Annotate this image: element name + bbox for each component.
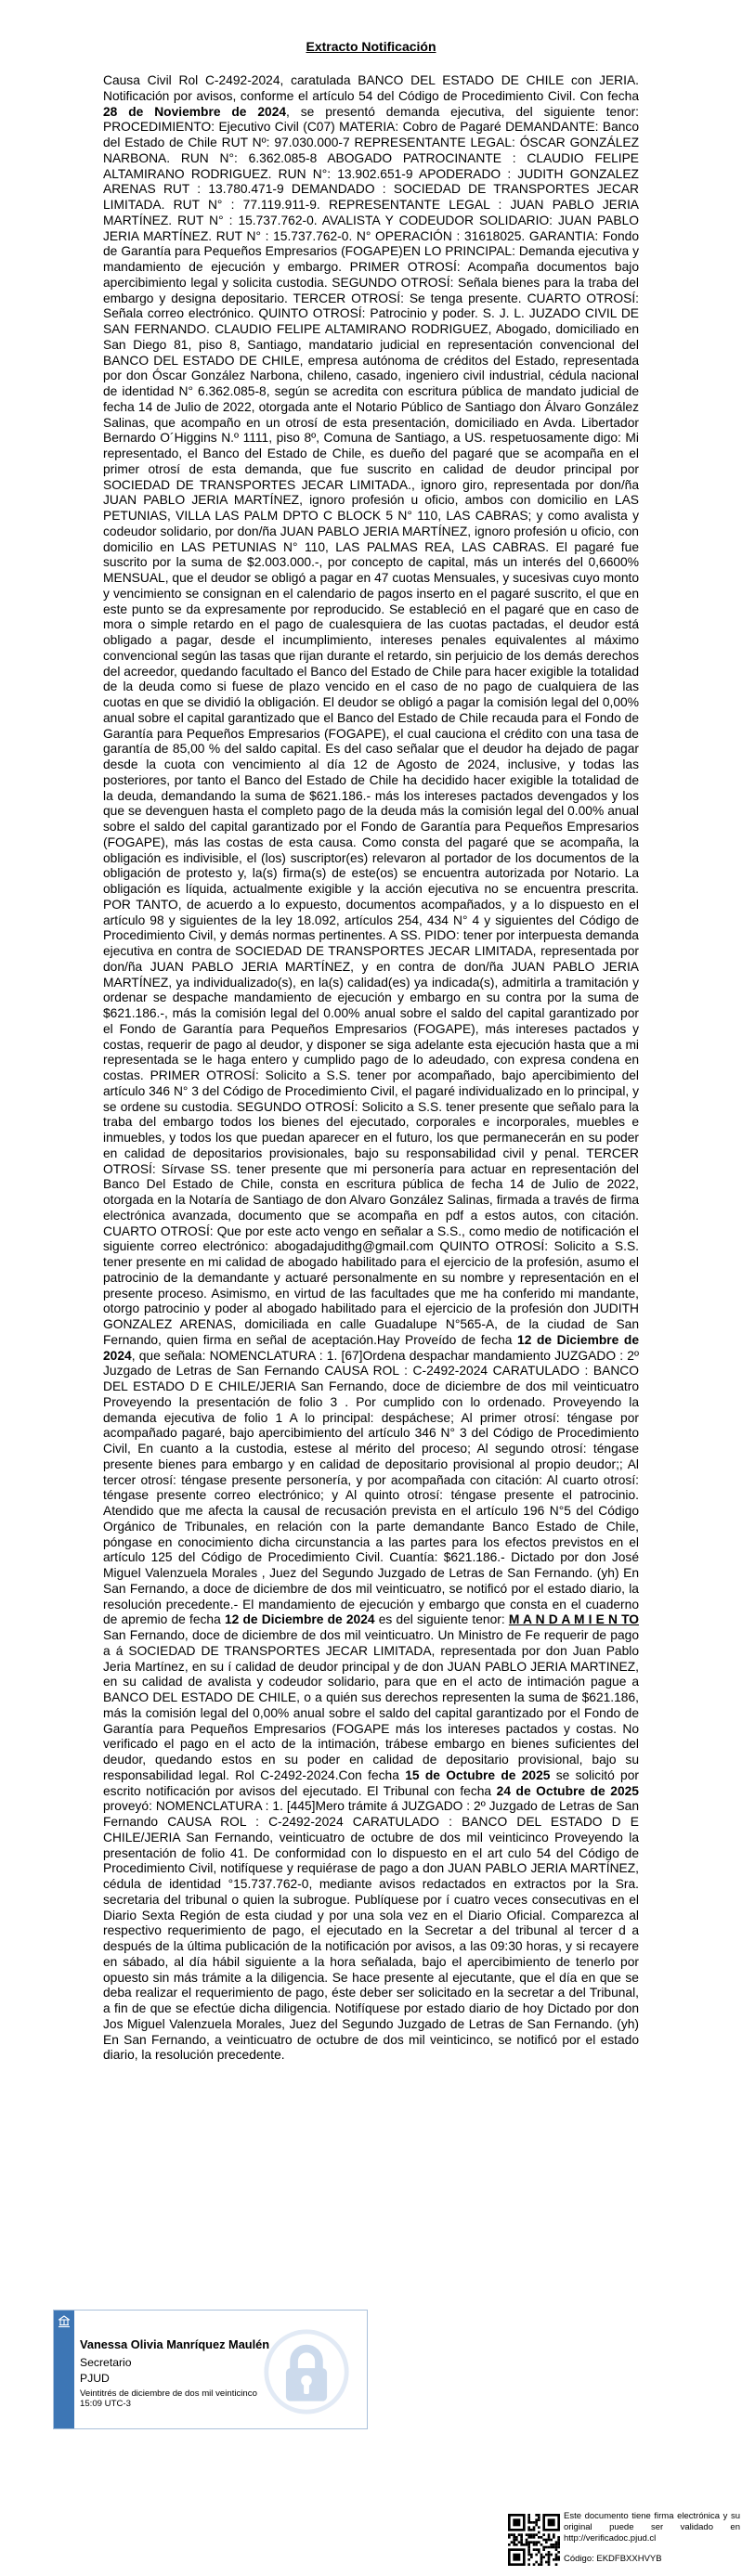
signature-time: 15:09 UTC-3 [80, 2399, 131, 2409]
body-segment: M A N D A M I E N TO [508, 1612, 639, 1627]
signature-bar [54, 2311, 74, 2428]
signer-role: Secretario [80, 2356, 132, 2369]
lock-icon [262, 2327, 351, 2416]
body-segment: Causa Civil Rol C-2492-2024, caratulada BANCO DEL ESTADO DE CHILE con JERIA. Notificación por avisos, conforme el artículo 54 del Código de Procedimiento Civil. Con fecha [103, 73, 639, 103]
body-segment: proveyó: NOMENCLATURA : 1. [445]Mero trámite á JUZGADO : 2º Juzgado de Letras de San Fernando CAUSA ROL : C-2492-2024 CARATULADO : BANCO DEL ESTADO D E CHILE/JERIA San Fernando, veinticuatro de octubre de dos mil veinticinco Proveyendo la presentación de folio 41. De conformidad con lo dispuesto en el art culo 54 del Código de Procedimiento Civil, notifíquese y requiérase de pago a don JUAN PABLO JERIA MARTÍNEZ, cédula de identidad °15.737.762-0, mediante avisos redactados en extractos por la Sra. secretaria del tribunal o quien la subrogue. Publíquese por í cuatro veces consecutivas en el Diario Sexta Región de esta ciudad y por una sola vez en el Diario Oficial. Comparezca al respectivo requerimiento de pago, el ejecutado en la Secretar a del tribunal al tercer d a después de la última publicación de la notificación por avisos, a las 09:30 horas, y si recayere en sábado, al día hábil siguiente a la hora señalada, bajo el apercibimiento de tenerlo por opuesto sin más trámite a la diligencia. Se hace presente al ejecutante, que el día en que se deba realizar el requerimiento de pago, éste deber ser solicitado en la secretar a del Tribunal, a fin de que se efectúe dicha diligencia. Notifíquese por estado diario de hoy Dictado por don Jos Miguel Valenzuela Morales, Juez del Segundo Juzgado de Letras de San Fernando. (yh) En San Fernando, a veinticuatro de octubre de dos mil veinticinco, se notificó por el estado diario, la resolución precedente. [103, 1799, 639, 2063]
signature-date: Veintitrés de diciembre de dos mil veinticinco [80, 2388, 257, 2399]
courthouse-icon [57, 2314, 72, 2334]
body-segment: , que señala: NOMENCLATURA : 1. [67]Ordena despachar mandamiento JUZGADO : 2º Juzgado de Letras de San Fernando CAUSA ROL : C-2492-2024 CARATULADO : BANCO DEL ESTADO D E CHILE/JERIA San Fernando, doce de diciembre de dos mil veinticuatro Proveyendo la presentación de folio 3 . Por cumplido con lo ordenado. Proveyendo la demanda ejecutiva de folio 1 A lo principal: despáchese; Al primer otrosí: téngase por acompañado pagaré, bajo apercibimiento del artículo 346 N° 3 del Código de Procedimiento Civil, En cuanto a la custodia, estese al mérito del proceso; Al segundo otrosí: téngase presente bienes para embargo y en calidad de depositario provisional al propio deudor;; Al tercer otrosí: téngase presente personería, y por acompañada con citación: Al cuarto otrosí: téngase presente correo electrónico; y Al quinto otrosí: téngase presente el patrocinio. Atendido que me afecta la causal de recusación prevista en el artículo 196 N°5 del Código Orgánico de Tribunales, en relación con la parte demandante Banco Estado de Chile, póngase en conocimiento dicha circunstancia a las partes para los efectos previstos en el artículo 125 del Código de Procedimiento Civil. Cuantía: $621.186.- Dictado por don José Miguel Valenzuela Morales , Juez del Segundo Juzgado de Letras de San Fernando. (yh) En San Fernando, a doce de diciembre de dos mil veinticuatro, se notificó por el estado diario, la resolución precedente.- El mandamiento de ejecución y embargo que consta en el cuaderno de apremio de fecha [103, 1348, 639, 1627]
body-segment: 12 de Diciembre de 2024 [103, 1332, 639, 1363]
body-segment: es del siguiente tenor: [374, 1612, 509, 1627]
body-segment: San Fernando, doce de diciembre de dos mil veinticuatro. Un Ministro de Fe requerir de pago a á SOCIEDAD DE TRANSPORTES JECAR LIMITADA, representada por don Juan Pablo Jeria Martínez, en su í calidad de deudor principal y de don JUAN PABLO JERIA MARTINEZ, en su calidad de avalista y codeudor solidario, para que en el acto de intimación pague a BANCO DEL ESTADO DE CHILE, o a quién sus derechos representen la suma de $621.186, más la comisión legal del 0,00% anual sobre el saldo del capital garantizado por el Fondo de Garantía para Pequeños Empresarios (FOGAPE más los intereses pactados y costas. No verificado el pago en el acto de la intimación, trábese embargo en bienes suficientes del deudor, quedando estos en su poder en calidad de depositario provisional, bajo su responsabilidad legal. Rol C-2492-2024.Con fecha [103, 1628, 639, 1782]
body-text [103, 73, 639, 2298]
footer-notice: Este documento tiene firma electrónica y su original puede ser validado en http://verificadoc.pjud.cl [564, 2511, 740, 2544]
body-segment: se solicitó por escrito notificación por avisos del ejecutado. El Tribunal con fecha [103, 1767, 639, 1798]
footer-code: Código: EKDFBXXHVYB [564, 2554, 662, 2564]
body-segment: 24 de Octubre de 2025 [496, 1783, 639, 1798]
body-segment: 15 de Octubre de 2025 [405, 1767, 551, 1782]
signer-organization: PJUD [80, 2372, 110, 2385]
document-title: Extracto Notificación [306, 39, 436, 54]
signature-card [53, 2310, 368, 2429]
signer-name: Vanessa Olivia Manríquez Maulén [80, 2337, 270, 2351]
qr-code [508, 2514, 560, 2566]
body-segment: 12 de Diciembre de 2024 [224, 1612, 375, 1627]
body-segment: , se presentó demanda ejecutiva, del siguiente tenor: PROCEDIMIENTO: Ejecutivo Civil (C07) MATERIA: Cobro de Pagaré DEMANDANTE: Banco del Estado de Chile RUT Nº: 97.030.000-7 REPRESENTANTE LEGAL: ÓSCAR GONZÁLEZ NARBONA. RUN N°: 6.362.085-8 ABOGADO PATROCINANTE : CLAUDIO FELIPE ALTAMIRANO RODRIGUEZ. RUN N°: 13.902.651-9 APODERADO : JUDITH GONZALEZ ARENAS RUT : 13.780.471-9 DEMANDADO : SOCIEDAD DE TRANSPORTES JECAR LIMITADA. RUT N° : 77.119.911-9. REPRESENTANTE LEGAL : JUAN PABLO JERIA MARTÍNEZ. RUT N° : 15.737.762-0. AVALISTA Y CODEUDOR SOLIDARIO: JUAN PABLO JERIA MARTÍNEZ. RUT N° : 15.737.762-0. N° OPERACIÓN : 31618025. GARANTIA: Fondo de Garantía para Pequeños Empresarios (FOGAPE)EN LO PRINCIPAL: Demanda ejecutiva y mandamiento de ejecución y embargo. PRIMER OTROSÍ: Acompaña documentos bajo apercibimiento legal y solicita custodia. SEGUNDO OTROSÍ: Señala bienes para la traba del embargo y designa depositario. TERCER OTROSÍ: Se tenga presente. CUARTO OTROSÍ: Señala correo electrónico. QUINTO OTROSÍ: Patrocinio y poder. S. J. L. JUZADO CIVIL DE SAN FERNANDO. CLAUDIO FELIPE ALTAMIRANO RODRIGUEZ, Abogado, domiciliado en San Diego 81, piso 8, Santiago, mandatario judicial en representación convencional del BANCO DEL ESTADO DE CHILE, empresa autónoma de créditos del Estado, representada por don Óscar González Narbona, chileno, casado, ingeniero civil industrial, cédula nacional de identidad N° 6.362.085-8, según se acredita con escritura pública de mandato judicial de fecha 14 de Julio de 2022, otorgada ante el Notario Público de Santiago don Álvaro González Salinas, que acompaño en un otrosí de esta presentación, domiciliado en Avda. Libertador Bernardo O´Higgins N.º 1111, piso 8º, Comuna de Santiago, a US. respetuosamente digo: Mi representado, el Banco del Estado de Chile, es dueño del pagaré que se acompaña en el primer otrosí de esta demanda, que fue suscrito en calidad de deudor principal por SOCIEDAD DE TRANSPORTES JECAR LIMITADA., ignoro giro, representada por don/ña JUAN PABLO JERIA MARTÍNEZ, ignoro profesión u oficio, ambos con domicilio en LAS PETUNIAS, VILLA LAS PALM DPTO C BLOCK 5 N° 110, LAS CABRAS; y como avalista y codeudor solidario, por don/ña JUAN PABLO JERIA MARTÍNEZ, ignoro profesión u oficio, con domicilio en LAS PETUNIAS N° 110, LAS PALMAS REA, LAS CABRAS. El pagaré fue suscrito por la suma de $2.003.000.-, por concepto de capital, más un interés del 0,6600% MENSUAL, que el deudor se obligó a pagar en 47 cuotas Mensuales, y sucesivas cuyo monto y vencimiento se consignan en el calendario de pagos inserto en el pagaré suscrito, el que en este punto se da expresamente por reproducido. Se estableció en el pagaré que en caso de mora o simple retardo en el pago de cualesquiera de las cuotas pactadas, el deudor está obligado a pagar, desde el incumplimiento, intereses penales equivalentes al máximo convencional según las tasas que rijan durante el retardo, sin perjuicio de los demás derechos del acreedor, quedando facultado el Banco del Estado de Chile para hacer exigible la totalidad de la deuda como si fuese de plazo vencido en el caso de no pago de cualquiera de las cuotas en que se dividió la obligación. El deudor se obligó a pagar la comisión legal del 0,00% anual sobre el capital garantizado que el Banco del Estado de Chile recauda para el Fondo de Garantía para Pequeños Empresarios (FOGAPE), el cual cauciona el crédito con una tasa de garantía de 85,00 % del saldo capital. Es del caso señalar que el deudor ha dejado de pagar desde la cuota con vencimiento al día 12 de Agosto de 2024, inclusive, y todas las posteriores, por tanto el Banco del Estado de Chile ha decidido hacer exigible la totalidad de la deuda, demandando la suma de $621.186.- más los intereses pactados devengados y los que se devenguen hasta el completo pago de la deuda más la comisión legal del 0.00% anual sobre el saldo del capital garantizado por el Fondo de Garantía para Pequeños Empresarios (FOGAPE), más las costas de esta causa. Como consta del pagaré que se acompaña, la obligación es indivisible, el (los) suscriptor(es) relevaron al portador de los documentos de la obligación de protesto y, la(s) firma(s) de este(os) se encuentra autorizada por Notario. La obligación es líquida, actualmente exigible y la acción ejecutiva no se encuentra prescrita. POR TANTO, de acuerdo a lo expuesto, documentos acompañados, y a lo dispuesto en el artículo 98 y siguientes de la ley 18.092, artículos 254, 434 N° 4 y siguientes del Código de Procedimiento Civil, y demás normas pertinentes. A SS. PIDO: tener por interpuesta demanda ejecutiva en contra de SOCIEDAD DE TRANSPORTES JECAR LIMITADA, representada por don/ña JUAN PABLO JERIA MARTÍNEZ, y en contra de don/ña JUAN PABLO JERIA MARTÍNEZ, ya individualizado(s), en la(s) calidad(es) ya indicada(s), admitirla a tramitación y ordenar se despache mandamiento de ejecución y embargo en su contra por la suma de $621.186.-, más la comisión legal del 0.00% anual sobre el saldo del capital garantizado por el Fondo de Garantía para Pequeños Empresarios (FOGAPE), más intereses pactados y costas, requerir de pago al deudor, y disponer se siga adelante esta ejecución hasta que a mi representada se le haga entero y cumplido pago de lo adeudado, con expresa condena en costas. PRIMER OTROSÍ: Solicito a S.S. tener por acompañado, bajo apercibimiento del artículo 346 N° 3 del Código de Procedimiento Civil, el pagaré individualizado en lo principal, y se ordene su custodia. SEGUNDO OTROSÍ: Solicito a S.S. tener presente que señalo para la traba del embargo todos los bienes del ejecutado, corporales e incorporales, muebles e inmuebles, y todos los que puedan aparecer en el futuro, los que permanecerán en su poder en calidad de depositarios provisionales, bajo su responsabilidad civil y penal. TERCER OTROSÍ: Sírvase SS. tener presente que mi personería para actuar en representación del Banco Del Estado de Chile, consta en escritura pública de fecha 14 de Julio de 2022, otorgada en la Notaría de Santiago de don Alvaro González Salinas, firmada a través de firma electrónica avanzada, documento que se acompaña en pdf a estos autos, con citación. CUARTO OTROSÍ: Que por este acto vengo en señalar a S.S., como medio de notificación el siguiente correo electrónico: abogadajudithg@gmail.com QUINTO OTROSÍ: Solicito a S.S. tener presente en mi calidad de abogado habilitado para el ejercicio de la profesión, asumo el patrocinio de la demandante y actuaré personalmente en su nombre y representación en el presente proceso. Asimismo, en virtud de las facultades que me ha conferido mi mandante, otorgo patrocinio y poder al abogado habilitado para el ejercicio de la profesión don JUDITH GONZALEZ ARENAS, domiciliada en calle Guadalupe N°565-A, de la ciudad de San Fernando, quien firma en señal de aceptación.Hay Proveído de fecha [103, 104, 639, 1347]
body-segment: 28 de Noviembre de 2024 [103, 104, 287, 119]
